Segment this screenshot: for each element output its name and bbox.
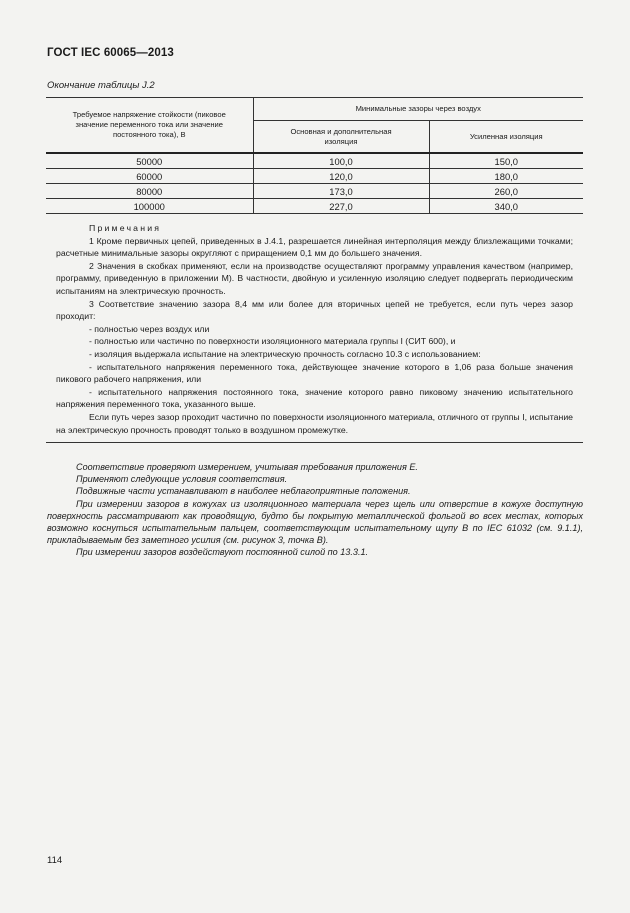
page-number: 114 [47,855,63,866]
note-1: 1 Кроме первичных цепей, приведенных в J.4.1, разрешается линейная интерполяция между близлежащими точками; расчетные минимальные зазоры округляют с приращением 0,1 мм до большего значения. [56,235,573,259]
header-clearances-group: Минимальные зазоры через воздух [253,98,583,121]
cell-basic: 173,0 [253,184,429,199]
cell-reinforced: 150,0 [429,153,583,169]
body-paragraph: При измерении зазоров воздействуют постоянной силой по 13.3.1. [76,547,369,558]
table-caption: Окончание таблицы J.2 [47,80,155,91]
notes-heading: Примечания [89,223,162,233]
note-3-item: - испытательного напряжения переменного тока, действующее значение которого в 1,06 раза больше значения пикового рабочего напряжения, или [56,361,573,385]
table-notes-row [46,214,583,443]
cell-reinforced: 260,0 [429,184,583,199]
cell-basic: 227,0 [253,199,429,214]
table-notes [46,214,583,443]
cell-voltage: 100000 [46,199,253,214]
note-3-final: Если путь через зазор проходит частично по поверхности изоляционного материала, отличного от группы I, испытание на электрическую прочность проводят только в воздушном промежутке. [56,411,573,435]
note-3-item: - полностью через воздух или [89,323,210,334]
table-row [46,153,583,169]
note-3-item: - изоляция выдержала испытание на электрическую прочность согласно 10.3 с использованием: [89,348,481,359]
table-row [46,184,583,199]
body-paragraph: Соответствие проверяют измерением, учитывая требования приложения Е. [76,462,418,472]
note-3-item: - испытательного напряжения постоянного тока, значение которого равно пиковому значению испытательного напряжения переменного тока, указанного выше. [56,386,573,410]
document-header: ГОСТ IEC 60065—2013 [47,47,174,59]
body-text [47,461,583,559]
cell-voltage: 80000 [46,184,253,199]
cell-reinforced: 340,0 [429,199,583,214]
note-2: 2 Значения в скобках применяют, если на производстве осуществляют программу управления качеством (например, программу, приведенную в приложении М). В частности, двойную и усиленную изоляцию следует подвергать периодическим испытаниям на электрическую прочность. [56,260,573,296]
cell-voltage: 50000 [46,153,253,169]
header-reinforced-insulation: Усиленная изоляция [429,121,583,154]
cell-reinforced: 180,0 [429,169,583,184]
body-paragraph: Применяют следующие условия соответствия. [76,474,288,485]
table-row [46,169,583,184]
cell-voltage: 60000 [46,169,253,184]
body-paragraph: При измерении зазоров в кожухах из изоляционного материала через щель или отверстие в кожухе доступную поверхность рассматривают как проводящую, будто бы покрытую металлической фольгой во всех местах, которых возможно коснуться испытательным пальцем, соответствующим испытательному щупу В по IEC 61032 (см. 9.1.1), прикладываемым без заметного усилия (см. рисунок 3, точка В). [47,498,583,546]
header-voltage: Требуемое напряжение стойкости (пиковое значение переменного тока или значение постоянного тока), В [46,98,253,154]
clearance-table [46,97,583,443]
note-3-item: - полностью или частично по поверхности изоляционного материала группы I (СИТ 600), и [89,336,456,347]
note-3: 3 Соответствие значению зазора 8,4 мм или более для вторичных цепей не требуется, если путь через зазор проходит: [56,298,573,322]
body-paragraph: Подвижные части устанавливают в наиболее неблагоприятные положения. [76,486,411,497]
cell-basic: 120,0 [253,169,429,184]
header-basic-insulation: Основная и дополнительная изоляция [253,121,429,154]
table-row [46,199,583,214]
cell-basic: 100,0 [253,153,429,169]
